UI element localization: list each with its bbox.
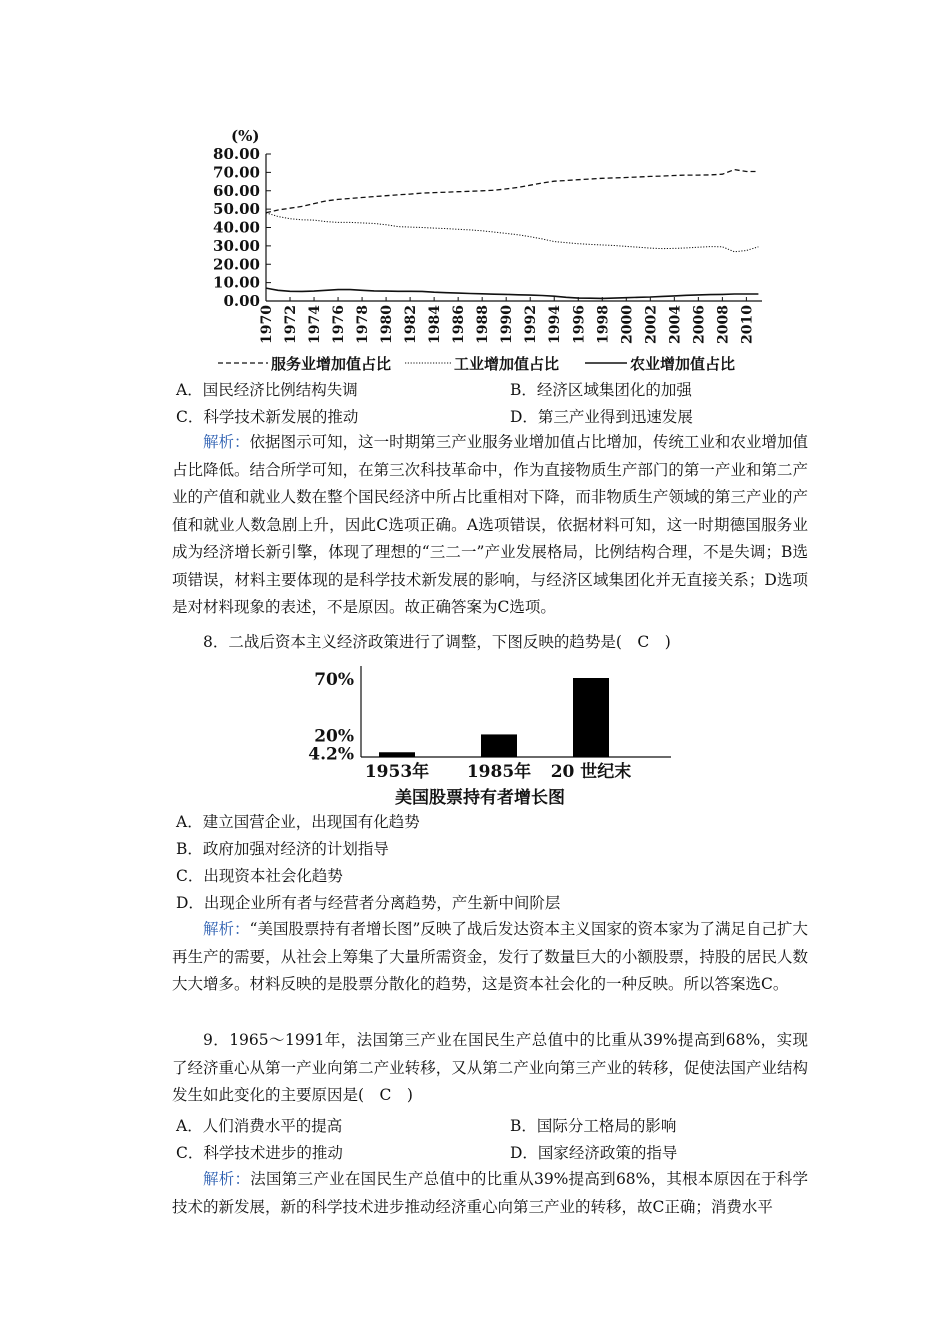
chart1-x-tick-label: 1972: [283, 305, 300, 344]
chart1-x-tick-label: 2010: [739, 305, 756, 344]
chart1-x-tick-label: 2008: [715, 305, 732, 344]
q7-option-d: D．第三产业得到迅速发展: [510, 408, 693, 426]
chart1-x-tick-label: 2002: [643, 305, 660, 344]
q9-stem: 9．1965～1991年，法国第三产业在国民生产总值中的比重从39%提高到68%，实现了经济重心从第一产业向第二产业转移，又从第二产业向第三产业的转移，促使法国产业结构发生如此变化的主要原因是( C ): [172, 1031, 808, 1104]
q8-analysis: [172, 916, 808, 999]
q9-analysis: [172, 1166, 808, 1221]
chart2-bar-2: [481, 734, 517, 757]
q9-analysis-label: 解析：: [203, 1170, 251, 1188]
chart1-x-tick-label: 1988: [475, 305, 492, 344]
q9-option-d: D．国家经济政策的指导: [510, 1144, 678, 1162]
chart1-y-tick-label: 10.00: [213, 273, 260, 292]
chart2-bar-1: [379, 752, 415, 757]
q8-option-c: C．出现资本社会化趋势: [176, 867, 343, 885]
chart2-category-label: 1985年: [466, 762, 532, 782]
chart1-x-tick-label: 2004: [667, 305, 684, 344]
chart1-y-tick-label: 50.00: [213, 200, 260, 219]
chart1-x-tick-label: 1980: [379, 305, 396, 344]
q7-option-b: B．经济区域集团化的加强: [510, 381, 692, 399]
q8-analysis-label: 解析：: [203, 920, 250, 938]
chart1-x-tick-label: 2006: [691, 305, 708, 344]
chart1-x-tick-label: 1996: [571, 305, 588, 344]
chart1-x-tick-label: 1976: [331, 305, 348, 344]
chart1-legend-label: 工业增加值占比: [454, 355, 560, 373]
q9-option-b: B．国际分工格局的影响: [510, 1117, 677, 1135]
chart2-title: 美国股票持有者增长图: [395, 788, 565, 808]
chart1-x-tick-label: 1986: [451, 305, 468, 344]
chart1-y-tick-label: 60.00: [213, 181, 260, 200]
chart2-y-label: 4.2%: [308, 744, 354, 765]
chart1-legend-label: 农业增加值占比: [630, 355, 736, 373]
chart1-unit-label: (%): [231, 127, 260, 145]
chart1-x-tick-label: 1970: [259, 305, 275, 344]
chart1-x-tick-label: 1978: [355, 305, 372, 344]
chart1-y-tick-label: 80.00: [213, 145, 260, 163]
chart1-x-tick-label: 1994: [547, 305, 564, 344]
q7-option-a: A．国民经济比例结构失调: [176, 381, 358, 399]
q7-analysis-label: 解析：: [203, 433, 250, 451]
chart1-y-tick-label: 30.00: [213, 236, 260, 255]
chart2-category-label: 1953年: [364, 762, 430, 782]
chart1-y-tick-label: 0.00: [223, 292, 260, 310]
chart1-x-tick-label: 1992: [523, 305, 540, 344]
chart1-x-tick-label: 1998: [595, 305, 612, 344]
q9-analysis-text: 法国第三产业在国民生产总值中的比重从39%提高到68%，其根本原因在于科学技术的新发展，新的科学技术进步推动经济重心向第三产业的转移，故C正确；消费水平: [172, 1170, 808, 1216]
q8-stem: 8．二战后资本主义经济政策进行了调整，下图反映的趋势是( C ): [203, 633, 671, 651]
chart1-x-tick-label: 1974: [307, 305, 324, 344]
q7-option-c: C．科学技术新发展的推动: [176, 408, 359, 426]
q7-analysis-text: 依据图示可知，这一时期第三产业服务业增加值占比增加，传统工业和农业增加值占比降低。结合所学可知，在第三次科技革命中，作为直接物质生产部门的第一产业和第二产业的产值和就业人数在整个国民经济中所占比重相对下降，而非物质生产领域的第三产业的产值和就业人数急剧上升，因此C选项正确。A选项错误，依据材料可知，这一时期德国服务业成为经济增长新引擎，体现了理想的“三二一”产业发展格局，比例结构合理，不是失调；B选项错误，材料主要体现的是科学技术新发展的影响，与经济区域集团化并无直接关系；D选项是对材料现象的表述，不是原因。故正确答案为C选项。: [172, 433, 808, 616]
chart2-y-label: 20%: [314, 726, 354, 747]
q8-analysis-text: “美国股票持有者增长图”反映了战后发达资本主义国家的资本家为了满足自己扩大再生产的需要，从社会上筹集了大量所需资金，发行了数量巨大的小额股票，持股的居民人数大大增多。材料反映的是股票分散化的趋势，这是资本社会化的一种反映。所以答案选C。: [172, 920, 808, 993]
chart1-x-tick-label: 1982: [403, 305, 420, 344]
q9-option-a: A．人们消费水平的提高: [176, 1117, 343, 1135]
chart2-category-label: 20 世纪末: [550, 762, 632, 782]
q8-option-b: B．政府加强对经济的计划指导: [176, 840, 389, 858]
chart1-x-tick-label: 1984: [427, 305, 444, 344]
q8-option-a: A．建立国营企业，出现国有化趋势: [176, 813, 420, 831]
chart2-y-label: 70%: [314, 670, 354, 690]
chart1-legend-label: 服务业增加值占比: [271, 355, 392, 373]
chart1-x-tick-label: 1990: [499, 305, 516, 344]
q8-option-d: D．出现企业所有者与经营者分离趋势，产生新中间阶层: [176, 894, 561, 912]
chart1-y-tick-label: 70.00: [213, 163, 260, 182]
chart1-y-tick-label: 20.00: [213, 255, 260, 274]
chart2-bar-3: [573, 678, 609, 757]
chart1-x-tick-label: 2000: [619, 305, 636, 344]
q9-option-c: C．科学技术进步的推动: [176, 1144, 343, 1162]
chart1-y-tick-label: 40.00: [213, 218, 260, 237]
